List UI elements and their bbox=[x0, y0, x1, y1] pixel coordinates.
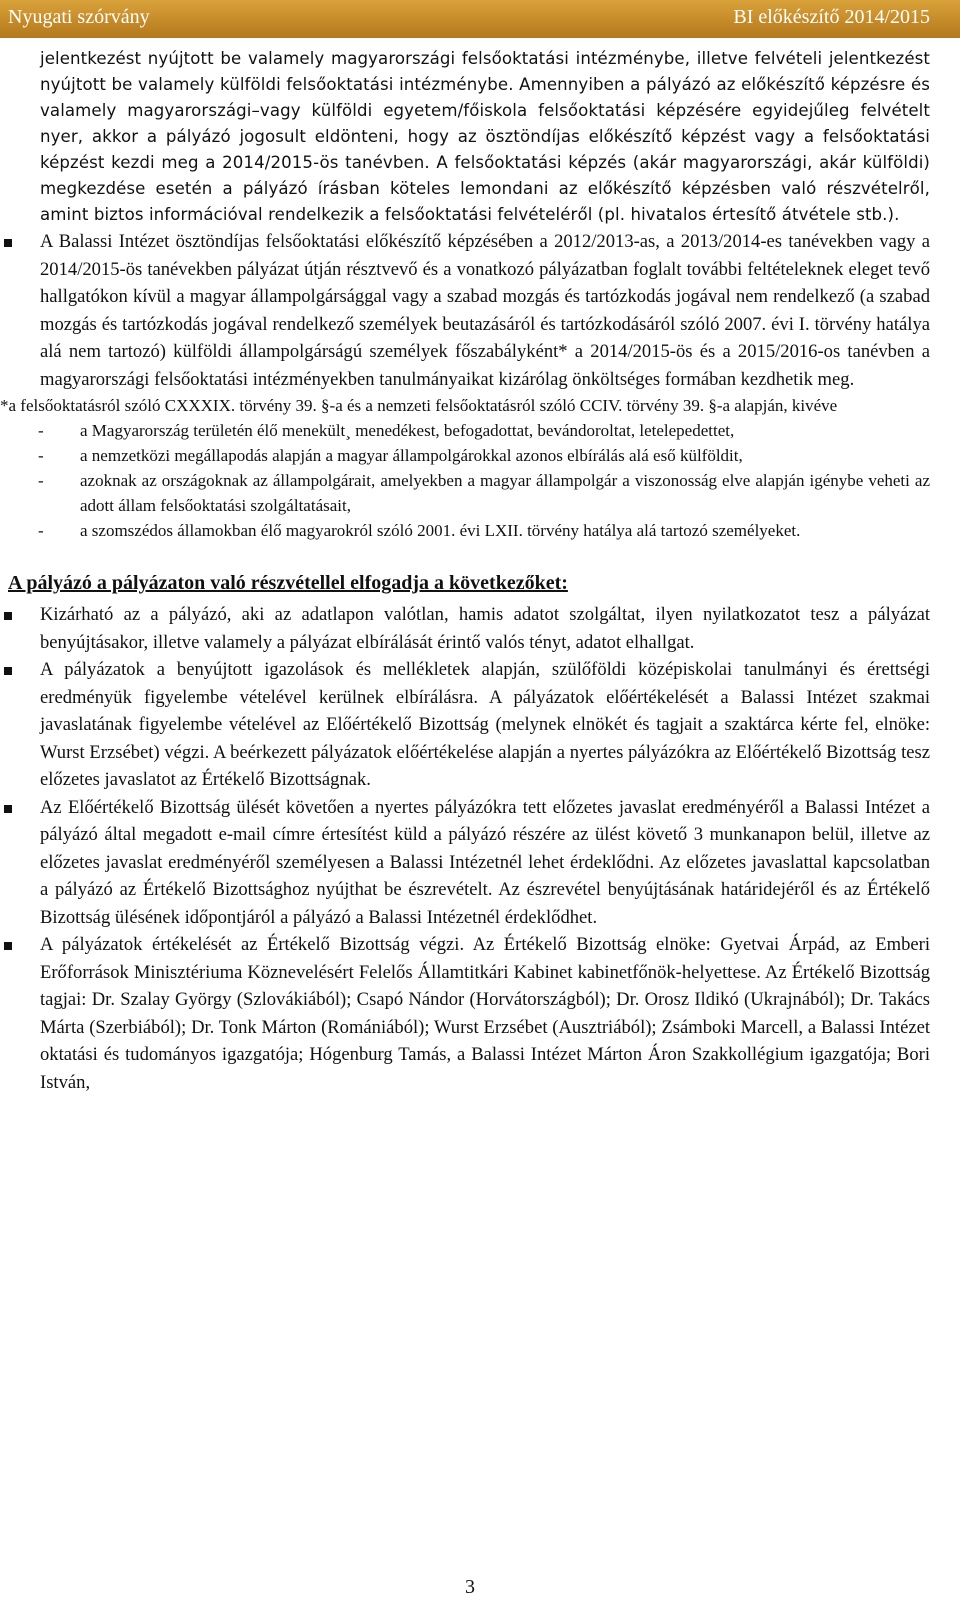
document-body bbox=[0, 38, 960, 1096]
square-bullet-icon bbox=[4, 942, 12, 950]
square-bullet-icon bbox=[4, 612, 12, 620]
acceptance-item bbox=[0, 601, 960, 656]
square-bullet-icon bbox=[4, 239, 12, 247]
exception-item bbox=[0, 468, 930, 518]
dash-marker: - bbox=[38, 421, 44, 440]
running-header bbox=[0, 0, 960, 38]
balassi-bullet-item bbox=[0, 228, 930, 393]
acceptance-list bbox=[0, 601, 960, 1096]
dash-marker: - bbox=[38, 471, 44, 490]
exception-text: a nemzetközi megállapodás alapján a magyar állampolgárokkal azonos elbírálás alá eső külföldit, bbox=[80, 446, 743, 465]
exception-text: a Magyarország területén élő menekült¸ menedékest, befogadottat, bevándoroltat, letelepedettet, bbox=[80, 421, 735, 440]
balassi-bullet-text: A Balassi Intézet ösztöndíjas felsőoktatási előkészítő képzésében a 2012/2013-as, a 2013/2014-es tanévekben vagy a 2014/2015-ös tanévekben pályázat útján résztvevő és a vonatkozó pályázatban foglalt további feltételeknek eleget tevő hallgatókon kívül a magyar állampolgársággal vagy a szabad mozgás és tartózkodás jogával nem rendelkező (a szabad mozgás és tartózkodás jogával rendelkező személyek beutazásáról és tartózkodásáról szóló 2007. évi I. törvény hatálya alá nem tartozó) külföldi állampolgárságú személyek főszabályként* a 2014/2015-ös és a 2015/2016-os tanévben a magyarországi felsőoktatási intézményekben tanulmányaikat kizárólag önköltséges formában kezdhetik meg. bbox=[40, 231, 930, 390]
exception-text-last: a szomszédos államokban élő magyarokról szóló 2001. évi LXII. törvény hatálya alá tartozó személyeket. bbox=[80, 521, 801, 540]
square-bullet-icon bbox=[4, 667, 12, 675]
square-bullet-icon bbox=[4, 805, 12, 813]
acceptance-text: Az Előértékelő Bizottság ülését követően a nyertes pályázókra tett előzetes javaslat eredményéről a Balassi Intézet a pályázó által megadott e-mail címre értesítést küld a pályázó részére az ülést követő 3 munkanapon belül, illetve az előzetes javaslat eredményéről személyesen a Balassi Intézetnél lehet érdeklődni. Az előzetes javaslattal kapcsolatban a pályázó az Értékelő Bizottsághoz nyújthat be észrevételt. Az észrevétel benyújtásának határidejéről és az Értékelő Bizottság ülésének időpontjáról a pályázó a Balassi Intézetnél érdeklődhet. bbox=[40, 796, 930, 928]
exception-item bbox=[0, 518, 930, 543]
page-number: 3 bbox=[465, 1576, 475, 1598]
acceptance-text: A pályázatok értékelését az Értékelő Bizottság végzi. Az Értékelő Bizottság elnöke: Gyetvai Árpád, az Emberi Erőforrások Minisztériuma Köznevelésért Felelős Államtitkári Kabinet kabinetfőnök-helyettese. Az Értékelő Bizottság tagjai: Dr. Szalay György (Szlovákiából); Csapó Nándor (Horvátországból); Dr. Orosz Ildikó (Ukrajnából); Dr. Takács Márta (Szerbiából); Dr. Tonk Márton (Romániából); Wurst Erzsébet (Ausztriából); Zsámboki Marcell, a Balassi Intézet oktatási és tudományos igazgatója; Hógenburg Tamás, a Balassi Intézet Márton Áron Szakkollégium igazgatója; Bori István, bbox=[40, 934, 930, 1093]
header-right-title: BI előkészítő 2014/2015 bbox=[733, 6, 930, 28]
intro-paragraph: jelentkezést nyújtott be valamely magyarországi felsőoktatási intézménybe, illetve felvételi jelentkezést nyújtott be valamely külföldi felsőoktatási intézménybe. Amennyiben a pályázó az előkészítő képzésre és valamely magyarországi–vagy külföldi egyetem/főiskola felsőoktatási képzésére egyidejűleg felvételt nyer, akkor a pályázó jogosult eldönteni, hogy az ösztöndíjas előkészítő képzést vagy a felsőoktatási képzést kezdi meg a 2014/2015-ös tanévben. A felsőoktatási képzés (akár magyarországi, akár külföldi) megkezdése esetén a pályázó írásban köteles lemondani az előkészítő képzésben való részvételről, amint biztos információval rendelkezik a felsőoktatási felvételéről (pl. hivatalos értesítő átvétele stb.). bbox=[40, 49, 930, 224]
dash-marker: - bbox=[38, 521, 44, 540]
header-left-title: Nyugati szórvány bbox=[8, 6, 150, 28]
exception-text: azoknak az országoknak az állampolgárait, amelyekben a magyar állampolgár a viszonosság elve alapján igénybe veheti az adott állam felsőoktatási szolgáltatásait, bbox=[80, 471, 930, 515]
section-heading: A pályázó a pályázaton való részvétellel elfogadja a következőket: bbox=[8, 572, 568, 594]
acceptance-text: Kizárható az a pályázó, aki az adatlapon valótlan, hamis adatot szolgáltat, ilyen nyilatkozatot tesz a pályázat benyújtásakor, illetve valamely a pályázat elbírálását érintő valós tényt, adatot elhallgat. bbox=[40, 604, 930, 653]
acceptance-item bbox=[0, 931, 960, 1096]
dash-marker: - bbox=[38, 446, 44, 465]
acceptance-item bbox=[0, 794, 960, 932]
acceptance-text: A pályázatok a benyújtott igazolások és mellékletek alapján, szülőföldi középiskolai tanulmányi és érettségi eredményük figyelembe vételével kerülnek elbírálásra. A pályázatok előértékelését a Balassi Intézet szakmai javaslatának figyelembe vételével az Előértékelő Bizottság (melynek elnökét és tagjait a szaktárca kérte fel, elnöke: Wurst Erzsébet) végzi. A beérkezett pályázatok előértékelése alapján a nyertes pályázókra az Előértékelő Bizottság tesz előzetes javaslatot az Értékelő Bizottságnak. bbox=[40, 659, 930, 790]
acceptance-item bbox=[0, 656, 960, 794]
footnote-text: *a felsőoktatásról szóló CXXXIX. törvény 39. §-a és a nemzeti felsőoktatásról szóló CCIV. törvény 39. §-a alapján, kivéve bbox=[0, 396, 838, 415]
exception-item bbox=[0, 443, 930, 468]
exception-list bbox=[0, 418, 960, 543]
exception-item bbox=[0, 418, 930, 443]
